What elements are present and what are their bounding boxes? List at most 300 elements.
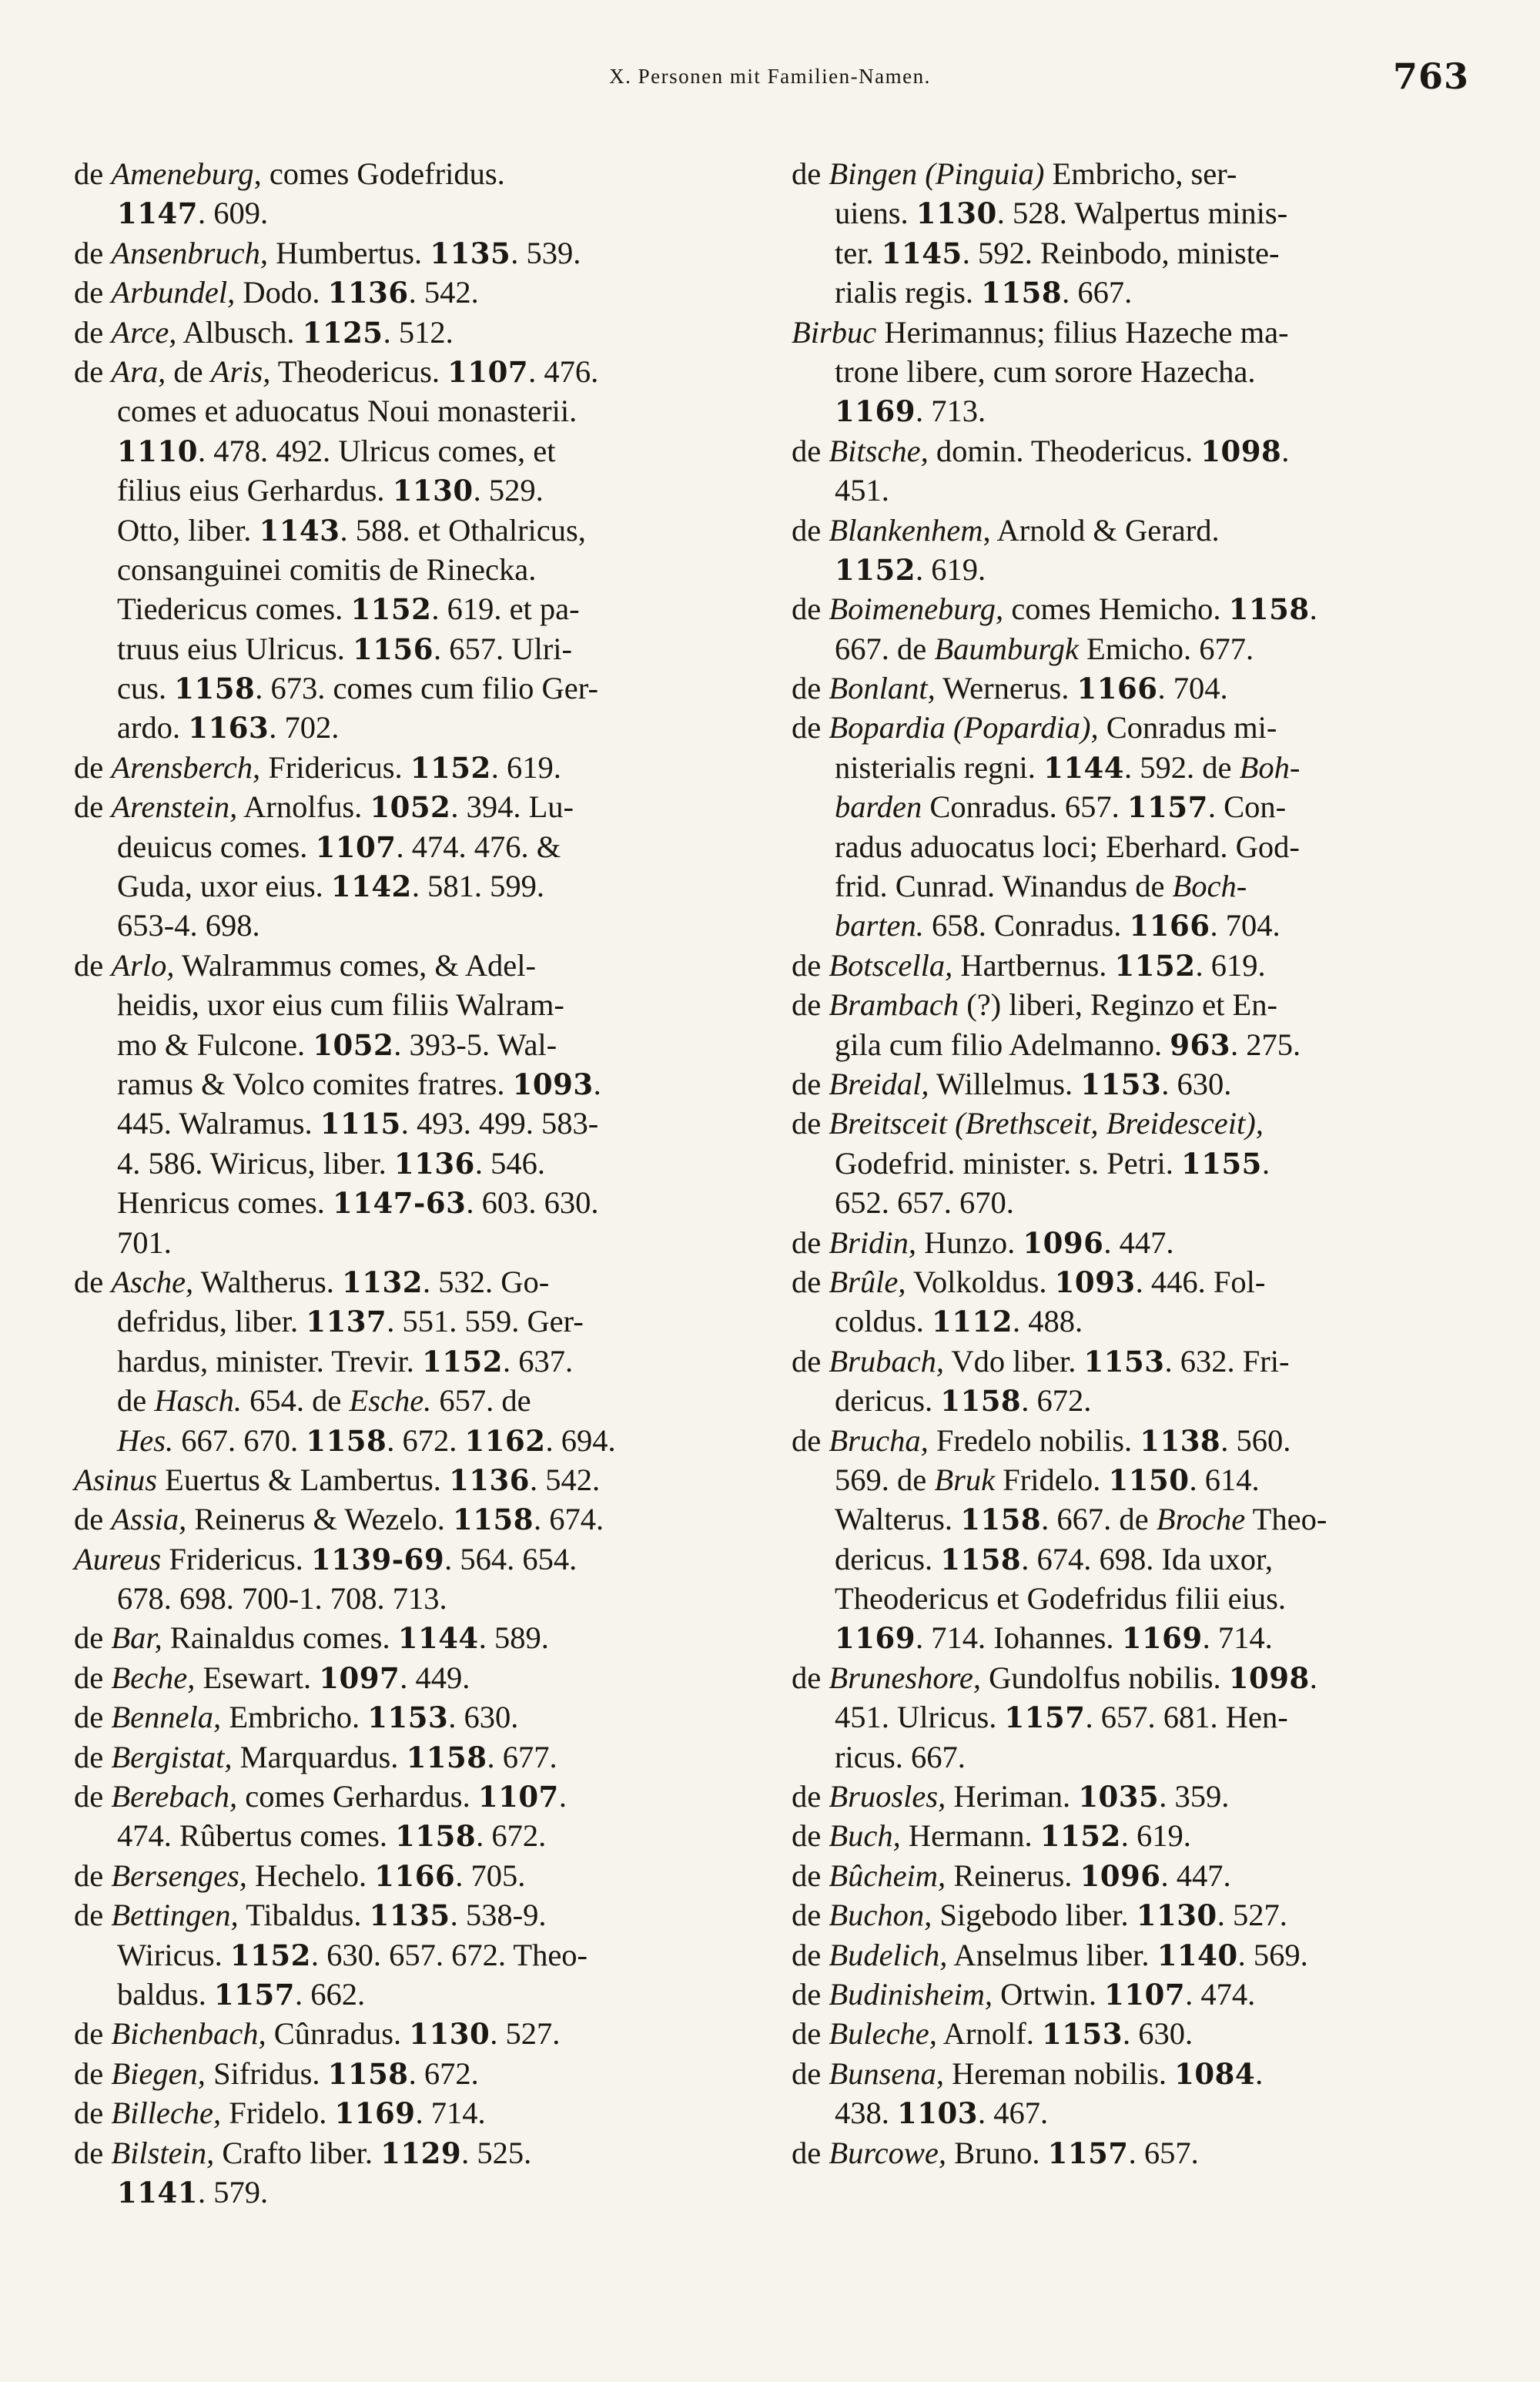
index-line — [792, 1618, 1469, 1657]
year: 1107 — [477, 1780, 559, 1814]
entry-text: . 474. — [1185, 1976, 1256, 2012]
entry-text: . 560. — [1220, 1422, 1291, 1458]
place-name: Blankenhem — [829, 512, 983, 548]
entry-text: de — [74, 275, 112, 310]
entry-text: . 592. Reinbodo, ministe- — [962, 235, 1280, 270]
index-line — [792, 866, 1469, 906]
entry-text: 445. Walramus. — [117, 1106, 320, 1141]
entry-text: . 393-5. Wal- — [393, 1027, 557, 1062]
entry-text: de — [74, 2055, 112, 2091]
place-name: Bennela, — [111, 1700, 222, 1735]
entry-text: Embricho, ser- — [1044, 156, 1237, 191]
index-line — [792, 1777, 1469, 1816]
index-line — [74, 1579, 752, 1618]
place-name: Buch, — [829, 1818, 901, 1854]
entry-text: de — [74, 1502, 112, 1537]
entry-text: de — [792, 512, 829, 548]
year: 1144 — [397, 1621, 479, 1656]
entry-text: . 702. — [269, 710, 340, 745]
index-line — [792, 1856, 1469, 1895]
entry-text: Hunzo. — [916, 1225, 1023, 1260]
entry-text: . 447. — [1160, 1858, 1231, 1893]
entry-text: de — [117, 1383, 155, 1419]
entry-text: . 713. — [915, 394, 986, 429]
entry-text: . 525. — [461, 2135, 532, 2170]
entry-text: Godefrid. minister. s. Petri. — [835, 1145, 1181, 1181]
index-line — [74, 2133, 752, 2173]
entry-text: Conradus. 657. — [922, 789, 1127, 825]
entry-text: Sigebodo liber. — [932, 1898, 1137, 1933]
year: 1152 — [410, 750, 491, 785]
index-line — [74, 1223, 752, 1262]
entry-text: . 674. — [534, 1502, 604, 1537]
entry-text: . 527. — [1217, 1898, 1287, 1933]
entry-text: defridus, liber. — [117, 1304, 306, 1339]
entry-text: Cûnradus. — [266, 2016, 410, 2052]
entry-text: . 672. — [387, 1422, 465, 1458]
index-line — [792, 629, 1469, 668]
entry-text: . 674. 698. Ida uxor, — [1021, 1541, 1274, 1576]
year: 1084 — [1174, 2056, 1256, 2091]
entry-text: Albusch. — [176, 314, 303, 350]
entry-text: radus aduocatus loci; Eberhard. God- — [835, 829, 1300, 864]
entry-text: 438. — [835, 2096, 897, 2131]
index-line — [792, 1104, 1469, 1143]
place-name: Arenstein, — [111, 789, 238, 825]
year: 1156 — [352, 632, 434, 666]
entry-text: de — [792, 1898, 829, 1933]
entry-text: Walrammus comes, & Adel- — [174, 947, 537, 983]
entry-text: de — [792, 591, 829, 627]
entry-text: Hereman nobilis. — [943, 2055, 1175, 2091]
index-line — [74, 550, 752, 589]
entry-text: . 467. — [977, 2096, 1049, 2131]
place-name: Botscella, — [829, 947, 953, 983]
entry-text: . 630. — [448, 1700, 519, 1735]
year: 1158 — [981, 276, 1063, 310]
entry-text: (?) liberi, Reginzo et En- — [959, 987, 1277, 1023]
entry-text: Heriman. — [946, 1779, 1079, 1814]
index-line — [792, 946, 1469, 985]
entry-text: . 447. — [1103, 1225, 1174, 1260]
place-name: Bruosles, — [829, 1779, 946, 1814]
entry-text: . 529. — [473, 473, 544, 508]
entry-text: 701. — [117, 1225, 172, 1260]
year: 1155 — [1180, 1146, 1262, 1181]
entry-text: Marquardus. — [232, 1739, 407, 1774]
entry-text: Gundolfus nobilis. — [980, 1660, 1229, 1695]
place-name: Brûle, — [829, 1264, 906, 1299]
year: 1052 — [313, 1027, 394, 1062]
entry-text: . 673. comes cum filio Ger- — [255, 671, 598, 706]
entry-text: de — [792, 987, 829, 1023]
entry-text: ramus & Volco comites fratres. — [117, 1066, 513, 1101]
entry-text: de — [74, 749, 112, 785]
entry-text: . 546. — [474, 1145, 545, 1181]
entry-text: de — [792, 1976, 829, 2012]
entry-text: . 704. — [1157, 671, 1228, 706]
index-line — [792, 352, 1469, 391]
year: 1138 — [1140, 1423, 1221, 1458]
entry-text: Humbertus. — [267, 235, 430, 270]
entry-text: de — [792, 1264, 829, 1299]
entry-text: . 569. — [1237, 1937, 1308, 1972]
entry-text: 667. 670. — [173, 1422, 306, 1458]
place-name: Bridin, — [829, 1225, 916, 1260]
index-line — [74, 2093, 752, 2132]
index-line — [74, 787, 752, 826]
year: 1166 — [1076, 672, 1158, 706]
entry-text: . 667. — [1062, 275, 1133, 310]
place-name: Birbuc — [792, 314, 877, 350]
index-line — [792, 708, 1469, 747]
index-line — [74, 708, 752, 747]
entry-text: . 630. — [1123, 2016, 1194, 2052]
index-line — [74, 1539, 752, 1579]
index-line — [74, 391, 752, 431]
place-name: Budelich, — [829, 1937, 948, 1972]
place-name: Burcowe, — [829, 2135, 946, 2170]
entry-text: Fridelo. — [995, 1462, 1109, 1497]
year: 1166 — [374, 1858, 456, 1893]
entry-text: 474. Rûbertus comes. — [117, 1818, 396, 1854]
year: 1153 — [367, 1700, 449, 1735]
index-line — [792, 1144, 1469, 1183]
year: 1169 — [835, 394, 916, 429]
year: 1158 — [306, 1423, 387, 1458]
place-name: Bettingen, — [111, 1898, 239, 1933]
entry-text: 569. de — [835, 1462, 935, 1497]
index-line — [74, 431, 752, 471]
index-line — [74, 1737, 752, 1777]
entry-text: de — [74, 1660, 112, 1695]
year: 1107 — [315, 829, 397, 864]
place-name: Asinus — [74, 1462, 158, 1497]
year: 1093 — [1054, 1265, 1136, 1299]
entry-text: de — [792, 1937, 829, 1972]
entry-text: de — [74, 2096, 112, 2131]
place-name: Brucha, — [829, 1422, 929, 1458]
entry-text: cus. — [117, 671, 175, 706]
entry-text: Fredelo nobilis. — [928, 1422, 1140, 1458]
year: 1157 — [1047, 2136, 1129, 2170]
index-line — [74, 1183, 752, 1222]
index-line — [792, 1025, 1469, 1064]
entry-text: de — [792, 2055, 829, 2091]
index-line — [792, 1421, 1469, 1460]
entry-text: Tibaldus. — [238, 1898, 370, 1933]
entry-text: . — [558, 1779, 567, 1814]
index-line — [74, 1618, 752, 1657]
index-line — [792, 1737, 1469, 1777]
year: 1157 — [1127, 790, 1208, 825]
year: 1093 — [512, 1067, 594, 1101]
year: 1107 — [1104, 1977, 1186, 2012]
entry-text: Reinerus. — [946, 1858, 1080, 1893]
entry-text: Euertus & Lambertus. — [157, 1462, 450, 1497]
index-line — [792, 1539, 1469, 1579]
entry-text: de — [792, 2135, 829, 2170]
index-line — [74, 233, 752, 273]
index-line — [74, 1381, 752, 1420]
index-line — [792, 589, 1469, 628]
year: 1139-69 — [310, 1542, 445, 1576]
index-line — [74, 1302, 752, 1341]
index-line — [792, 1381, 1469, 1420]
entry-text: . 657. Ulri- — [433, 631, 572, 666]
entry-text: . 275. — [1230, 1027, 1301, 1062]
entry-text: de — [792, 1422, 829, 1458]
entry-text: . 619. — [915, 551, 986, 587]
place-name: Broche — [1156, 1502, 1246, 1537]
entry-text: 657. de — [431, 1383, 531, 1419]
entry-text: Henricus comes. — [117, 1185, 333, 1221]
place-name: Bruk — [934, 1462, 996, 1497]
year: 1136 — [449, 1462, 531, 1497]
year: 1137 — [306, 1305, 387, 1339]
place-name: Buleche, — [829, 2016, 937, 2052]
index-line — [74, 1421, 752, 1460]
entry-text: Volkoldus. — [906, 1264, 1055, 1299]
year: 1130 — [392, 474, 474, 508]
index-line — [74, 668, 752, 708]
index-line — [74, 1777, 752, 1816]
entry-text: 654. de — [241, 1383, 350, 1419]
entry-text: de — [74, 353, 112, 389]
place-name: Bonlant, — [829, 671, 936, 706]
entry-text: . — [1261, 1145, 1270, 1181]
place-name: Baumburgk — [934, 631, 1079, 666]
place-name: Esche. — [349, 1383, 432, 1419]
entry-text: nisterialis regni. — [835, 749, 1044, 785]
year: 1130 — [409, 2017, 490, 2052]
entry-text: , comes Godefridus. — [253, 156, 505, 191]
year: 1158 — [406, 1740, 487, 1774]
entry-text: . — [1309, 591, 1317, 627]
entry-text: de — [792, 1858, 829, 1893]
place-name: Aris, — [210, 353, 271, 389]
year: 1130 — [916, 196, 997, 231]
year: 1098 — [1200, 434, 1282, 468]
entry-text: Sifridus. — [205, 2055, 328, 2091]
entry-text: de — [74, 1898, 112, 1933]
entry-text: Hartbernus. — [952, 947, 1115, 983]
index-line — [792, 391, 1469, 431]
entry-text: Fridericus. — [161, 1541, 311, 1576]
year: 1152 — [422, 1344, 504, 1379]
year: 1152 — [835, 552, 916, 587]
index-line — [74, 1104, 752, 1143]
year: 1098 — [1228, 1660, 1310, 1695]
entry-text: 4. 586. Wiricus, liber. — [117, 1145, 394, 1181]
entry-text: heidis, uxor eius cum filiis Walram- — [117, 987, 564, 1023]
year: 1163 — [188, 711, 270, 745]
entry-text: . 588. et Othalricus, — [340, 512, 586, 548]
entry-text: comes Gerhardus. — [237, 1779, 478, 1814]
entry-text: de — [792, 947, 829, 983]
entry-text: . 637. — [503, 1343, 574, 1379]
entry-text: dericus. — [835, 1541, 941, 1576]
index-line — [74, 1975, 752, 2014]
entry-text: de — [792, 1066, 829, 1101]
year: 1147-63 — [333, 1186, 467, 1221]
entry-text: de — [792, 156, 829, 191]
entry-text: . 694. — [545, 1422, 616, 1458]
entry-text: . 619. — [1120, 1818, 1191, 1854]
index-line — [792, 154, 1469, 193]
place-name: barten. — [835, 908, 924, 943]
entry-text: deuicus comes. — [117, 829, 316, 864]
entry-text: . 528. Walpertus minis- — [996, 196, 1288, 231]
index-line — [792, 471, 1469, 510]
entry-text: . 579. — [197, 2174, 269, 2209]
index-line — [792, 193, 1469, 233]
place-name: Bingen (Pinguia) — [829, 156, 1045, 191]
index-line — [74, 985, 752, 1024]
entry-text: . — [1255, 2055, 1264, 2091]
place-name: Bergistat, — [111, 1739, 233, 1774]
entry-text: Emicho. 677. — [1078, 631, 1254, 666]
year: 1162 — [464, 1423, 546, 1458]
index-line — [792, 1579, 1469, 1618]
index-line — [74, 748, 752, 787]
entry-text: Waltherus. — [193, 1264, 343, 1299]
place-name: Bar, — [111, 1620, 162, 1656]
entry-text: de — [74, 1779, 112, 1814]
index-line — [792, 1183, 1469, 1222]
entry-text: de — [792, 710, 829, 745]
place-name: Brubach, — [829, 1343, 944, 1379]
entry-text: de — [792, 1343, 829, 1379]
year: 1157 — [1004, 1700, 1086, 1735]
entry-text: de — [792, 671, 829, 706]
year: 1166 — [1129, 909, 1210, 943]
index-line — [74, 1460, 752, 1499]
index-line — [74, 1144, 752, 1183]
year: 1158 — [174, 672, 256, 706]
entry-text: filius eius Gerhardus. — [117, 473, 393, 508]
place-name: Bunsena, — [829, 2055, 944, 2091]
entry-text: de — [74, 235, 112, 270]
index-line — [792, 787, 1469, 826]
index-line — [74, 154, 752, 193]
place-name: Buchon, — [829, 1898, 932, 1933]
entry-text: de — [792, 2016, 829, 2052]
entry-text: mo & Fulcone. — [117, 1027, 313, 1062]
entry-text: . 657. 681. Hen- — [1085, 1700, 1288, 1735]
entry-text: de — [74, 789, 112, 825]
year: 1158 — [1228, 592, 1310, 627]
year: 1158 — [453, 1503, 534, 1537]
entry-text: . 551. 559. Ger- — [387, 1304, 584, 1339]
place-name: Breidal, — [829, 1066, 929, 1101]
entry-text: . — [1281, 433, 1290, 468]
entry-text: . 619. — [1195, 947, 1266, 983]
entry-text: Anselmus liber. — [947, 1937, 1157, 1972]
index-line — [792, 313, 1469, 352]
index-line — [74, 946, 752, 985]
index-line — [792, 1460, 1469, 1499]
index-line — [792, 550, 1469, 589]
entry-text: . 714. — [415, 2096, 486, 2131]
entry-text: Hechelo. — [246, 1858, 375, 1893]
entry-text: de — [74, 314, 112, 350]
entry-text: . 493. 499. 583- — [400, 1106, 599, 1141]
place-name: Breitsceit (Brethsceit, Breidesceit), — [829, 1106, 1264, 1141]
year: 1110 — [117, 434, 198, 468]
year: 1153 — [1042, 2017, 1123, 2052]
index-line — [74, 1697, 752, 1737]
entry-text: Theo- — [1245, 1502, 1327, 1537]
entry-text: Herimannus; filius Hazeche ma- — [876, 314, 1289, 350]
place-name: Bruneshore, — [829, 1660, 981, 1695]
entry-text: . 672. — [408, 2055, 479, 2091]
year: 1096 — [1023, 1225, 1104, 1260]
place-name: Bitsche, — [829, 433, 929, 468]
entry-text: dericus. — [835, 1383, 941, 1419]
entry-text: Embricho. — [221, 1700, 368, 1735]
entry-text: 653-4. 698. — [117, 908, 260, 943]
year: 1158 — [940, 1384, 1022, 1419]
place-name: Beche, — [111, 1660, 196, 1695]
entry-text: Wiricus. — [117, 1937, 230, 1972]
place-name: Arce, — [111, 314, 177, 350]
entry-text: . 488. — [1012, 1304, 1083, 1339]
entry-text: . 619. — [490, 749, 561, 785]
entry-text: Fridericus. — [260, 749, 410, 785]
entry-text: de — [74, 2016, 112, 2052]
place-name: Boch- — [1172, 869, 1247, 904]
index-line — [74, 1895, 752, 1935]
index-line — [74, 906, 752, 945]
entry-text: gila cum filio Adelmanno. — [835, 1027, 1170, 1062]
entry-text: de — [74, 1700, 112, 1735]
index-line — [792, 1223, 1469, 1262]
index-line — [792, 1975, 1469, 2014]
index-line — [74, 1025, 752, 1064]
index-line — [74, 1935, 752, 1975]
place-name: Berebach, — [111, 1779, 238, 1814]
place-name: Boh- — [1239, 749, 1301, 785]
year: 1136 — [327, 276, 409, 310]
year: 1115 — [320, 1107, 401, 1141]
entry-text: . 677. — [487, 1739, 557, 1774]
index-column-right — [792, 154, 1469, 2173]
place-name: Brambach — [829, 987, 959, 1023]
entry-text: . 609. — [197, 196, 269, 231]
index-line — [792, 2133, 1469, 2173]
place-name: Boimeneburg, — [829, 591, 1004, 627]
year: 1135 — [369, 1898, 450, 1933]
index-line — [74, 827, 752, 866]
entry-text: . 714. — [1202, 1620, 1273, 1656]
entry-text: trone libere, cum sorore Hazecha. — [835, 353, 1256, 389]
entry-text: . 705. — [455, 1858, 526, 1893]
year: 1157 — [214, 1977, 295, 2012]
year: 1144 — [1043, 750, 1125, 785]
place-name: Bilstein, — [111, 2135, 215, 2170]
entry-text: . 359. — [1159, 1779, 1230, 1814]
index-line — [792, 668, 1469, 708]
year: 1107 — [447, 354, 529, 389]
place-name: Arlo, — [111, 947, 175, 983]
entry-text: de — [792, 1660, 829, 1695]
place-name: Hes. — [117, 1422, 174, 1458]
index-line — [792, 1895, 1469, 1935]
index-line — [792, 1499, 1469, 1539]
entry-text: Ortwin. — [992, 1976, 1105, 2012]
entry-text: 451. — [835, 473, 889, 508]
